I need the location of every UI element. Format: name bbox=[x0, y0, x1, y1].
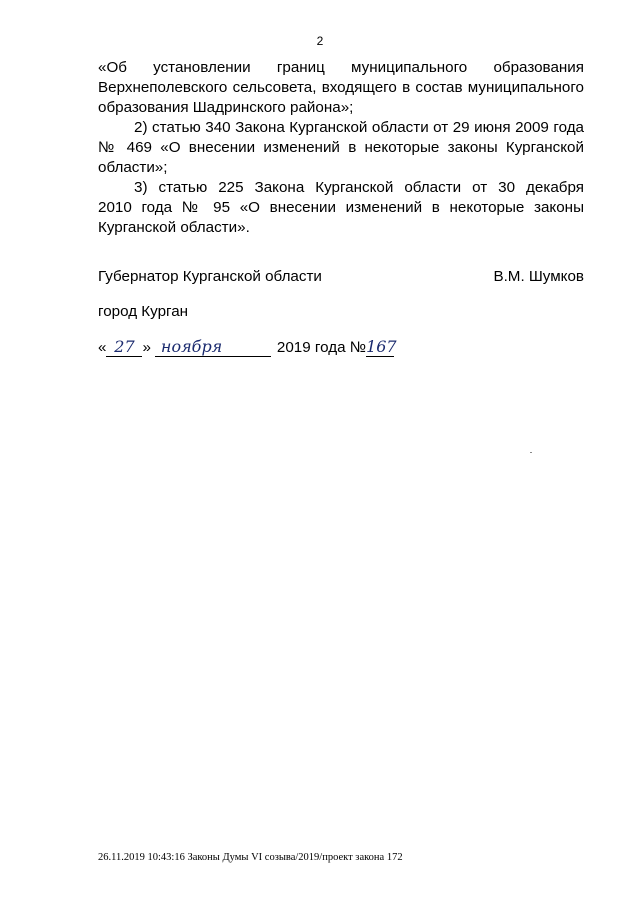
paragraph-line: образования Шадринского района»; bbox=[98, 99, 354, 116]
close-quote: » bbox=[142, 339, 151, 356]
paragraph-line: Курганской области». bbox=[98, 219, 250, 236]
paragraph-1 bbox=[98, 58, 584, 118]
paragraph-line: № 469 «О внесении изменений в некоторые законы Курганской bbox=[98, 139, 584, 156]
paragraph-line: «Об установлении границ муниципального образования bbox=[98, 59, 584, 76]
city-name: город Курган bbox=[98, 303, 189, 320]
page-number: 2 bbox=[316, 34, 324, 48]
open-quote: « bbox=[98, 339, 107, 356]
scan-speck bbox=[530, 452, 532, 453]
paragraph-line: Верхнеполевского сельсовета, входящего в состав муниципального bbox=[98, 79, 584, 96]
signatory-name: В.М. Шумков bbox=[493, 268, 584, 285]
paragraph-line: 3) статью 225 Закона Курганской области от 30 декабря bbox=[134, 179, 584, 196]
year-text: 2019 года № bbox=[276, 339, 367, 356]
handwritten-month: ноября bbox=[155, 338, 271, 357]
footer-metadata: 26.11.2019 10:43:16 Законы Думы VI созыва/2019/проект закона 172 bbox=[98, 852, 403, 863]
date-number-line bbox=[98, 337, 397, 357]
paragraph-line: 2) статью 340 Закона Курганской области от 29 июня 2009 года bbox=[134, 119, 584, 136]
paragraph-2 bbox=[98, 118, 584, 178]
handwritten-law-number: 167 bbox=[366, 337, 397, 356]
signatory-position: Губернатор Курганской области bbox=[98, 268, 322, 285]
paragraph-3 bbox=[98, 178, 584, 238]
paragraph-line: области»; bbox=[98, 159, 168, 176]
paragraph-line: 2010 года № 95 «О внесении изменений в некоторые законы bbox=[98, 199, 584, 216]
document-body bbox=[98, 58, 584, 238]
handwritten-day: 27 bbox=[106, 338, 142, 357]
signature-block bbox=[98, 268, 584, 285]
